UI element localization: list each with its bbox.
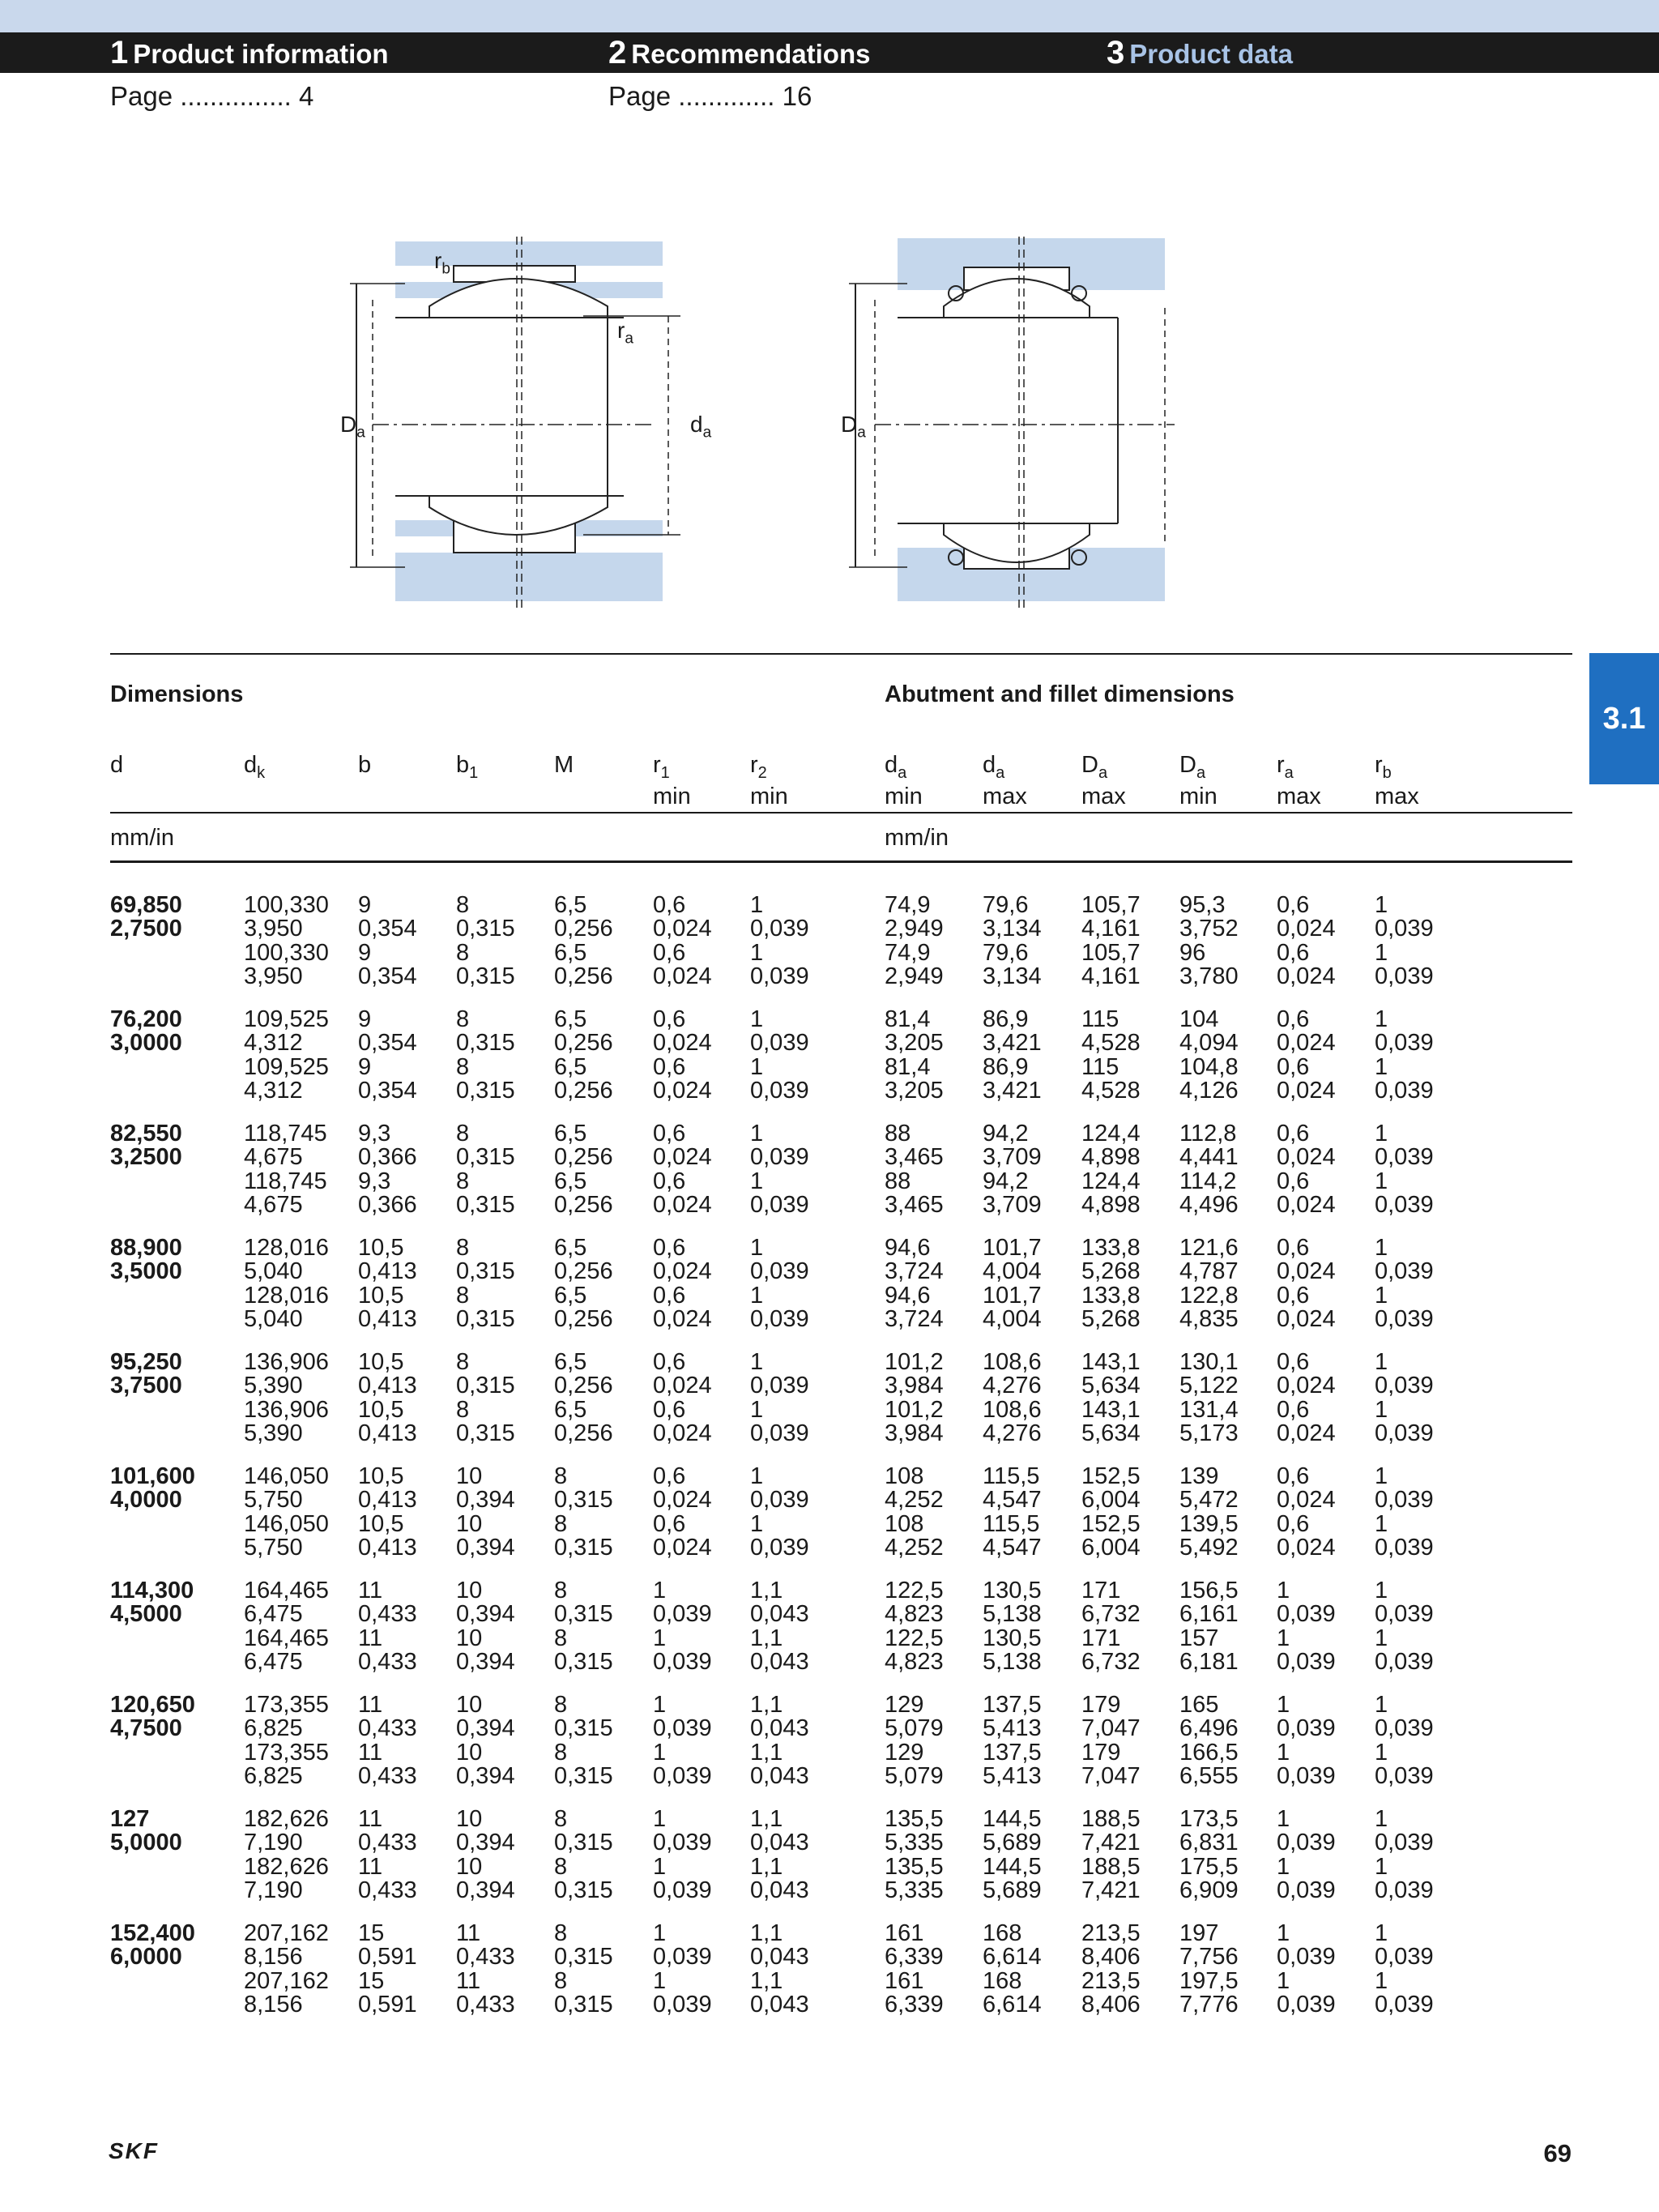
group-header-dimensions: Dimensions: [110, 681, 244, 707]
table-cell: 11 0,433 11 0,433: [358, 1806, 417, 1904]
column-header-main: M: [554, 752, 574, 778]
column-header: [358, 754, 371, 785]
table-cell: 1,1 0,043 1,1 0,043: [750, 1578, 809, 1676]
label-text: D: [340, 412, 357, 437]
column-header: [1179, 754, 1218, 809]
column-header-line2: min: [750, 783, 788, 809]
section-tab[interactable]: 3.1: [1589, 653, 1659, 784]
table-cell: 1 0,039 1 0,039: [1375, 1121, 1434, 1219]
table-cell: 173,355 6,825 173,355 6,825: [244, 1692, 329, 1790]
table-row: [0, 1008, 1659, 1122]
table-cell: 127 5,0000: [110, 1806, 182, 1856]
table-cell: 76,200 3,0000: [110, 1006, 182, 1057]
column-header-line2: max: [1375, 783, 1419, 809]
table-cell: 11 0,433 11 0,433: [358, 1578, 417, 1676]
table-cell: 8 0,315 8 0,315: [456, 1121, 515, 1219]
nav-recommendations[interactable]: [608, 32, 870, 73]
column-header: [750, 754, 788, 809]
table-cell: 161 6,339 161 6,339: [885, 1920, 944, 2018]
column-header-sub: a: [1098, 763, 1108, 782]
column-header: [885, 754, 923, 809]
column-header-main: d: [983, 752, 996, 778]
column-header-sub: 1: [660, 763, 670, 782]
table-cell: 88,900 3,5000: [110, 1235, 182, 1285]
table-cell: 0,6 0,024 0,6 0,024: [1277, 1006, 1336, 1104]
table-cell: 213,5 8,406 213,5 8,406: [1081, 1920, 1141, 2018]
label-sub: a: [356, 424, 365, 442]
table-cell: 94,6 3,724 94,6 3,724: [885, 1235, 944, 1333]
table-cell: 122,5 4,823 122,5 4,823: [885, 1578, 944, 1676]
table-cell: 10 0,394 10 0,394: [456, 1578, 515, 1676]
table-cell: 130,5 5,138 130,5 5,138: [983, 1578, 1042, 1676]
svg-text:SKF: SKF: [109, 2141, 159, 2162]
column-header-sub: 1: [469, 763, 479, 782]
table-cell: 0,6 0,024 0,6 0,024: [653, 1349, 712, 1447]
table-cell: 115 4,528 115 4,528: [1081, 1006, 1141, 1104]
table-cell: 1 0,039 1 0,039: [750, 1349, 809, 1447]
column-header: [110, 754, 123, 785]
table-cell: 171 6,732 171 6,732: [1081, 1578, 1141, 1676]
table-cell: 120,650 4,7500: [110, 1692, 195, 1742]
column-header-main: d: [244, 752, 258, 778]
table-cell: 8 0,315 8 0,315: [554, 1920, 613, 2018]
table-cell: 0,6 0,024 0,6 0,024: [1277, 892, 1336, 990]
page-ref-label: Page: [608, 81, 672, 111]
table-cell: 6,5 0,256 6,5 0,256: [554, 1349, 613, 1447]
column-header-line2: min: [885, 783, 923, 809]
label-Da-right: [841, 412, 866, 442]
table-cell: 114,300 4,5000: [110, 1578, 194, 1628]
page-number: 69: [1543, 2139, 1572, 2167]
nav-label: Product data: [1129, 39, 1293, 69]
label-text: r: [434, 248, 442, 273]
table-cell: 69,850 2,7500: [110, 892, 182, 942]
table-cell: 15 0,591 15 0,591: [358, 1920, 417, 2018]
table-cell: 146,050 5,750 146,050 5,750: [244, 1463, 329, 1561]
column-header-sub: a: [996, 763, 1005, 782]
table-row: [0, 1351, 1659, 1465]
table-cell: 0,6 0,024 0,6 0,024: [1277, 1349, 1336, 1447]
column-header-sub: a: [898, 763, 907, 782]
column-header-line2: min: [653, 783, 691, 809]
table-cell: 74,9 2,949 74,9 2,949: [885, 892, 944, 990]
table-cell: 11 0,433 11 0,433: [456, 1920, 515, 2018]
table-cell: 11 0,433 11 0,433: [358, 1692, 417, 1790]
table-cell: 1 0,039 1 0,039: [653, 1920, 712, 2018]
column-header: [1081, 754, 1126, 809]
table-cell: 136,906 5,390 136,906 5,390: [244, 1349, 329, 1447]
table-cell: 164,465 6,475 164,465 6,475: [244, 1578, 329, 1676]
table-cell: 156,5 6,161 157 6,181: [1179, 1578, 1239, 1676]
table-cell: 88 3,465 88 3,465: [885, 1121, 944, 1219]
column-header-main: r: [653, 752, 661, 778]
label-ra: [617, 318, 633, 348]
column-header-main: D: [1179, 752, 1196, 778]
table-cell: 6,5 0,256 6,5 0,256: [554, 1235, 613, 1333]
table-cell: 118,745 4,675 118,745 4,675: [244, 1121, 327, 1219]
page-reference-1[interactable]: [110, 81, 313, 112]
table-cell: 8 0,315 8 0,315: [554, 1806, 613, 1904]
column-header-rule: [110, 812, 1572, 813]
table-cell: 1 0,039 1 0,039: [653, 1692, 712, 1790]
column-header-main: r: [1277, 752, 1285, 778]
column-header-line2: max: [983, 783, 1027, 809]
table-cell: 182,626 7,190 182,626 7,190: [244, 1806, 329, 1904]
label-text: D: [841, 412, 858, 437]
table-cell: 130,1 5,122 131,4 5,173: [1179, 1349, 1239, 1447]
table-row: [0, 1465, 1659, 1579]
table-cell: 1 0,039 1 0,039: [1277, 1692, 1336, 1790]
table-cell: 1 0,039 1 0,039: [750, 892, 809, 990]
table-cell: 10,5 0,413 10,5 0,413: [358, 1463, 417, 1561]
table-cell: 1 0,039 1 0,039: [1277, 1806, 1336, 1904]
table-cell: 8 0,315 8 0,315: [456, 892, 515, 990]
data-table-body: [0, 894, 1659, 2036]
table-cell: 10 0,394 10 0,394: [456, 1806, 515, 1904]
column-header-main: r: [750, 752, 758, 778]
table-cell: 1 0,039 1 0,039: [750, 1006, 809, 1104]
table-cell: 6,5 0,256 6,5 0,256: [554, 892, 613, 990]
table-row: [0, 1122, 1659, 1236]
column-header-sub: b: [1382, 763, 1392, 782]
page-ref-number: 4: [298, 81, 314, 111]
label-rb: [434, 248, 450, 279]
table-cell: 173,5 6,831 175,5 6,909: [1179, 1806, 1239, 1904]
table-cell: 1 0,039 1 0,039: [1375, 1578, 1434, 1676]
table-top-rule: [110, 653, 1572, 655]
table-cell: 1 0,039 1 0,039: [1375, 1006, 1434, 1104]
table-cell: 1 0,039 1 0,039: [1375, 1692, 1434, 1790]
table-cell: 207,162 8,156 207,162 8,156: [244, 1920, 329, 2018]
table-cell: 10 0,394 10 0,394: [456, 1463, 515, 1561]
table-cell: 1 0,039 1 0,039: [750, 1121, 809, 1219]
nav-label: Recommendations: [631, 39, 871, 69]
label-sub: a: [702, 424, 712, 442]
table-cell: 1 0,039 1 0,039: [1277, 1578, 1336, 1676]
column-header: [1277, 754, 1321, 809]
table-cell: 1,1 0,043 1,1 0,043: [750, 1692, 809, 1790]
column-header: [244, 754, 265, 785]
table-cell: 0,6 0,024 0,6 0,024: [653, 1121, 712, 1219]
table-cell: 8 0,315 8 0,315: [456, 1349, 515, 1447]
table-cell: 152,400 6,0000: [110, 1920, 195, 1971]
table-cell: 129 5,079 129 5,079: [885, 1692, 944, 1790]
table-cell: 1 0,039 1 0,039: [1277, 1920, 1336, 2018]
table-cell: 9 0,354 9 0,354: [358, 1006, 417, 1104]
unit-rule: [110, 860, 1572, 863]
table-cell: 1 0,039 1 0,039: [653, 1578, 712, 1676]
nav-product-data[interactable]: [1107, 32, 1293, 73]
table-cell: 101,600 4,0000: [110, 1463, 195, 1514]
table-cell: 105,7 4,161 105,7 4,161: [1081, 892, 1141, 990]
table-cell: 86,9 3,421 86,9 3,421: [983, 1006, 1042, 1104]
table-cell: 10 0,394 10 0,394: [456, 1692, 515, 1790]
table-cell: 8 0,315 8 0,315: [456, 1235, 515, 1333]
section-nav-bar: [0, 32, 1659, 73]
table-cell: 1 0,039 1 0,039: [750, 1235, 809, 1333]
table-cell: 143,1 5,634 143,1 5,634: [1081, 1349, 1141, 1447]
table-cell: 152,5 6,004 152,5 6,004: [1081, 1463, 1141, 1561]
column-header-sub: a: [1284, 763, 1294, 782]
table-cell: 1 0,039 1 0,039: [1375, 1920, 1434, 2018]
label-da: [690, 412, 711, 442]
table-cell: 101,2 3,984 101,2 3,984: [885, 1349, 944, 1447]
table-cell: 9 0,354 9 0,354: [358, 892, 417, 990]
table-cell: 6,5 0,256 6,5 0,256: [554, 1006, 613, 1104]
column-header-main: b: [456, 752, 470, 778]
table-cell: 179 7,047 179 7,047: [1081, 1692, 1141, 1790]
table-cell: 0,6 0,024 0,6 0,024: [653, 1235, 712, 1333]
table-cell: 128,016 5,040 128,016 5,040: [244, 1235, 329, 1333]
nav-label: Product information: [133, 39, 389, 69]
table-cell: 121,6 4,787 122,8 4,835: [1179, 1235, 1239, 1333]
column-header-sub: k: [257, 763, 266, 782]
table-cell: 1 0,039 1 0,039: [1375, 1235, 1434, 1333]
table-cell: 8 0,315 8 0,315: [554, 1578, 613, 1676]
table-cell: 0,6 0,024 0,6 0,024: [1277, 1121, 1336, 1219]
column-header-main: d: [885, 752, 898, 778]
table-cell: 10,5 0,413 10,5 0,413: [358, 1235, 417, 1333]
table-cell: 1 0,039 1 0,039: [1375, 1349, 1434, 1447]
column-header: [554, 754, 574, 785]
table-row: [0, 894, 1659, 1008]
table-cell: 6,5 0,256 6,5 0,256: [554, 1121, 613, 1219]
table-cell: 144,5 5,689 144,5 5,689: [983, 1806, 1042, 1904]
column-header-sub: a: [1196, 763, 1206, 782]
column-header-main: r: [1375, 752, 1383, 778]
table-cell: 0,6 0,024 0,6 0,024: [1277, 1235, 1336, 1333]
label-sub: b: [441, 260, 450, 278]
table-cell: 139 5,472 139,5 5,492: [1179, 1463, 1239, 1561]
column-header-main: D: [1081, 752, 1098, 778]
table-cell: 108 4,252 108 4,252: [885, 1463, 944, 1561]
page-ref-dots: .............: [678, 81, 775, 111]
column-header: [983, 754, 1027, 809]
column-header: [1375, 754, 1419, 809]
table-cell: 197 7,756 197,5 7,776: [1179, 1920, 1239, 2018]
page-reference-2[interactable]: [608, 81, 812, 112]
table-cell: 165 6,496 166,5 6,555: [1179, 1692, 1239, 1790]
bearing-drawing-left: [340, 235, 680, 616]
table-row: [0, 1579, 1659, 1693]
table-row: [0, 1236, 1659, 1351]
table-row: [0, 1922, 1659, 2036]
table-cell: 188,5 7,421 188,5 7,421: [1081, 1806, 1141, 1904]
table-cell: 95,250 3,7500: [110, 1349, 182, 1399]
column-header-sub: 2: [757, 763, 767, 782]
table-cell: 100,330 3,950 100,330 3,950: [244, 892, 329, 990]
label-sub: a: [857, 424, 866, 442]
group-header-abutment: Abutment and fillet dimensions: [885, 681, 1235, 707]
table-cell: 101,7 4,004 101,7 4,004: [983, 1235, 1042, 1333]
label-text: r: [617, 318, 625, 343]
column-header-main: d: [110, 752, 124, 778]
table-cell: 1 0,039 1 0,039: [1375, 1806, 1434, 1904]
bearing-drawing-right: [842, 235, 1183, 616]
table-cell: 135,5 5,335 135,5 5,335: [885, 1806, 944, 1904]
table-cell: 115,5 4,547 115,5 4,547: [983, 1463, 1042, 1561]
skf-logo: [109, 2141, 190, 2162]
column-header-main: b: [358, 752, 372, 778]
table-cell: 137,5 5,413 137,5 5,413: [983, 1692, 1042, 1790]
page-ref-dots: ...............: [180, 81, 292, 111]
table-cell: 0,6 0,024 0,6 0,024: [653, 892, 712, 990]
nav-product-information[interactable]: [110, 32, 389, 73]
table-cell: 95,3 3,752 96 3,780: [1179, 892, 1239, 990]
unit-left: mm/in: [110, 825, 174, 851]
table-cell: 94,2 3,709 94,2 3,709: [983, 1121, 1042, 1219]
column-header: [456, 754, 478, 785]
table-row: [0, 1693, 1659, 1808]
table-cell: 108,6 4,276 108,6 4,276: [983, 1349, 1042, 1447]
table-cell: 81,4 3,205 81,4 3,205: [885, 1006, 944, 1104]
table-cell: 109,525 4,312 109,525 4,312: [244, 1006, 329, 1104]
table-cell: 0,6 0,024 0,6 0,024: [1277, 1463, 1336, 1561]
top-color-band: [0, 0, 1659, 32]
table-cell: 112,8 4,441 114,2 4,496: [1179, 1121, 1239, 1219]
table-cell: 9,3 0,366 9,3 0,366: [358, 1121, 417, 1219]
nav-number: 1: [110, 35, 129, 70]
page-ref-number: 16: [782, 81, 812, 111]
page-ref-label: Page: [110, 81, 173, 111]
table-cell: 8 0,315 8 0,315: [554, 1692, 613, 1790]
label-sub: a: [625, 330, 633, 348]
table-cell: 0,6 0,024 0,6 0,024: [653, 1006, 712, 1104]
label-text: d: [690, 412, 703, 437]
table-cell: 0,6 0,024 0,6 0,024: [653, 1463, 712, 1561]
table-row: [0, 1808, 1659, 1922]
table-cell: 79,6 3,134 79,6 3,134: [983, 892, 1042, 990]
column-header-line2: max: [1081, 783, 1126, 809]
table-cell: 1,1 0,043 1,1 0,043: [750, 1920, 809, 2018]
table-cell: 1 0,039 1 0,039: [653, 1806, 712, 1904]
table-cell: 8 0,315 8 0,315: [554, 1463, 613, 1561]
table-cell: 8 0,315 8 0,315: [456, 1006, 515, 1104]
nav-number: 2: [608, 35, 627, 70]
label-Da-left: [340, 412, 365, 442]
unit-right: mm/in: [885, 825, 949, 851]
table-cell: 82,550 3,2500: [110, 1121, 182, 1171]
table-cell: 1 0,039 1 0,039: [750, 1463, 809, 1561]
table-cell: 133,8 5,268 133,8 5,268: [1081, 1235, 1141, 1333]
table-cell: 168 6,614 168 6,614: [983, 1920, 1042, 2018]
table-cell: 1,1 0,043 1,1 0,043: [750, 1806, 809, 1904]
table-cell: 124,4 4,898 124,4 4,898: [1081, 1121, 1141, 1219]
nav-number: 3: [1107, 35, 1125, 70]
column-header: [653, 754, 691, 809]
table-cell: 1 0,039 1 0,039: [1375, 1463, 1434, 1561]
table-cell: 104 4,094 104,8 4,126: [1179, 1006, 1239, 1104]
column-header-line2: max: [1277, 783, 1321, 809]
table-cell: 10,5 0,413 10,5 0,413: [358, 1349, 417, 1447]
column-header-line2: min: [1179, 783, 1218, 809]
table-cell: 1 0,039 1 0,039: [1375, 892, 1434, 990]
